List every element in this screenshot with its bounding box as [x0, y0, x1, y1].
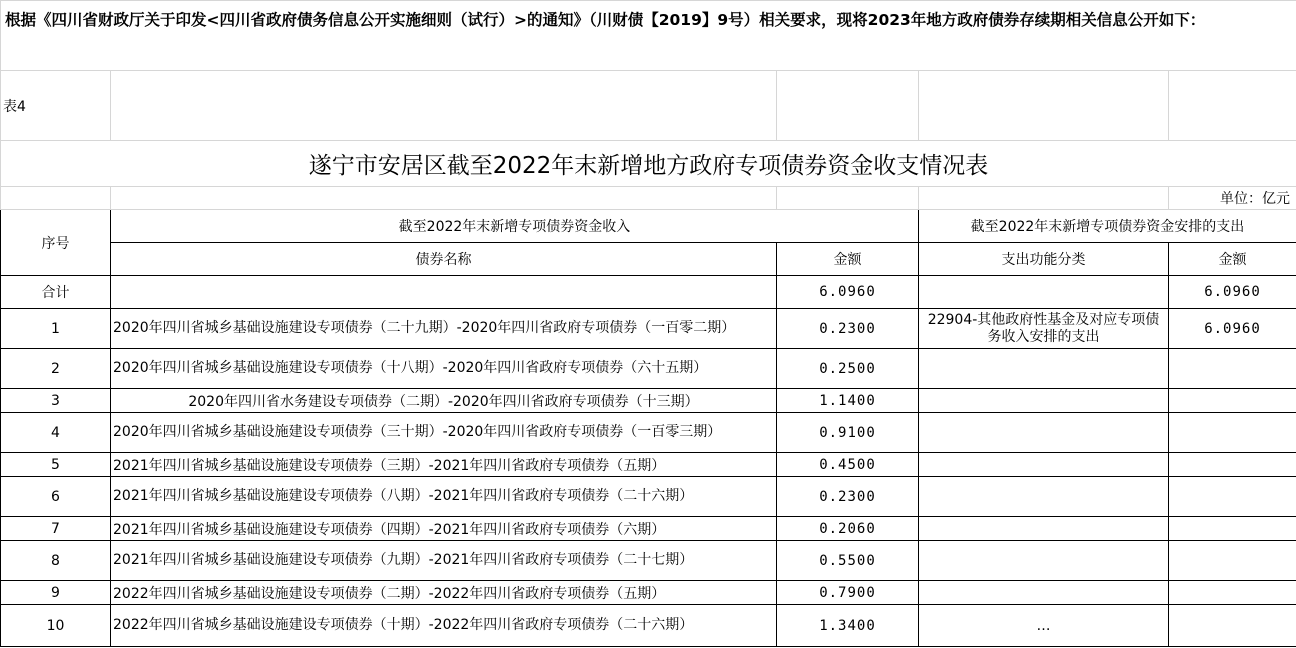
row-expense[interactable]: 6.0960 [1169, 309, 1296, 349]
row-expense[interactable] [1169, 453, 1296, 477]
table-row [1, 541, 1296, 581]
row-function[interactable]: 22904-其他政府性基金及对应专项债务收入安排的支出 [919, 309, 1169, 349]
row-function[interactable]: … [919, 605, 1169, 647]
header-expense-group[interactable]: 截至2022年末新增专项债券资金安排的支出 [919, 210, 1296, 243]
table-title[interactable]: 遂宁市安居区截至2022年末新增地方政府专项债券资金收支情况表 [1, 141, 1296, 187]
intro-row [1, 1, 1296, 71]
total-expense-amount[interactable]: 6.0960 [1169, 276, 1296, 309]
row-function[interactable] [919, 517, 1169, 541]
row-seq[interactable]: 2 [1, 349, 111, 389]
empty-cell[interactable] [777, 71, 919, 141]
table-row [1, 389, 1296, 413]
header-amount[interactable]: 金额 [777, 243, 919, 276]
row-amount[interactable]: 0.9100 [777, 413, 919, 453]
row-amount[interactable]: 0.2300 [777, 477, 919, 517]
empty-cell[interactable] [919, 71, 1169, 141]
table-row [1, 309, 1296, 349]
row-bond-name[interactable]: 2021年四川省城乡基础设施建设专项债券（四期）-2021年四川省政府专项债券（六期） [111, 517, 777, 541]
table-row [1, 477, 1296, 517]
row-expense[interactable] [1169, 349, 1296, 389]
row-bond-name[interactable]: 2020年四川省城乡基础设施建设专项债券（十八期）-2020年四川省政府专项债券（六十五期） [111, 349, 777, 389]
row-bond-name[interactable]: 2021年四川省城乡基础设施建设专项债券（九期）-2021年四川省政府专项债券（二十七期） [111, 541, 777, 581]
empty-cell[interactable] [111, 71, 777, 141]
table-row [1, 453, 1296, 477]
row-function[interactable] [919, 453, 1169, 477]
row-seq[interactable]: 10 [1, 605, 111, 647]
row-function[interactable] [919, 389, 1169, 413]
header-bond-name[interactable]: 债券名称 [111, 243, 777, 276]
header-income-group[interactable]: 截至2022年末新增专项债券资金收入 [111, 210, 919, 243]
total-income-amount[interactable]: 6.0960 [777, 276, 919, 309]
row-bond-name[interactable]: 2021年四川省城乡基础设施建设专项债券（三期）-2021年四川省政府专项债券（五期） [111, 453, 777, 477]
header-row-2 [1, 243, 1296, 276]
total-function-cell[interactable] [919, 276, 1169, 309]
row-bond-name[interactable]: 2021年四川省城乡基础设施建设专项债券（八期）-2021年四川省政府专项债券（二十六期） [111, 477, 777, 517]
row-amount[interactable]: 0.2060 [777, 517, 919, 541]
row-seq[interactable]: 1 [1, 309, 111, 349]
row-seq[interactable]: 9 [1, 581, 111, 605]
row-expense[interactable] [1169, 605, 1296, 647]
row-function[interactable] [919, 541, 1169, 581]
total-label[interactable]: 合计 [1, 276, 111, 309]
table-row [1, 605, 1296, 647]
row-function[interactable] [919, 477, 1169, 517]
empty-cell[interactable] [777, 187, 919, 210]
row-amount[interactable]: 0.5500 [777, 541, 919, 581]
row-seq[interactable]: 4 [1, 413, 111, 453]
empty-cell[interactable] [1169, 71, 1296, 141]
row-amount[interactable]: 1.3400 [777, 605, 919, 647]
row-amount[interactable]: 0.2300 [777, 309, 919, 349]
row-seq[interactable]: 8 [1, 541, 111, 581]
row-expense[interactable] [1169, 541, 1296, 581]
row-bond-name[interactable]: 2020年四川省城乡基础设施建设专项债券（三十期）-2020年四川省政府专项债券（一百零三期） [111, 413, 777, 453]
row-seq[interactable]: 7 [1, 517, 111, 541]
row-amount[interactable]: 0.2500 [777, 349, 919, 389]
row-expense[interactable] [1169, 413, 1296, 453]
row-seq[interactable]: 3 [1, 389, 111, 413]
row-expense[interactable] [1169, 581, 1296, 605]
table-row [1, 349, 1296, 389]
total-row [1, 276, 1296, 309]
row-function[interactable] [919, 413, 1169, 453]
header-row-1 [1, 210, 1296, 243]
row-seq[interactable]: 5 [1, 453, 111, 477]
unit-label[interactable]: 单位：亿元 [1169, 187, 1296, 210]
table-label-row [1, 71, 1296, 141]
table-row [1, 413, 1296, 453]
row-amount[interactable]: 0.7900 [777, 581, 919, 605]
row-amount[interactable]: 0.4500 [777, 453, 919, 477]
header-seq[interactable]: 序号 [1, 210, 111, 276]
header-expense-amount[interactable]: 金额 [1169, 243, 1296, 276]
row-bond-name[interactable]: 2022年四川省城乡基础设施建设专项债券（二期）-2022年四川省政府专项债券（五期） [111, 581, 777, 605]
row-function[interactable] [919, 349, 1169, 389]
empty-cell[interactable] [111, 187, 777, 210]
row-function[interactable] [919, 581, 1169, 605]
empty-cell[interactable] [1, 187, 111, 210]
row-amount[interactable]: 1.1400 [777, 389, 919, 413]
row-bond-name[interactable]: 2022年四川省城乡基础设施建设专项债券（十期）-2022年四川省政府专项债券（二十六期） [111, 605, 777, 647]
header-function-class[interactable]: 支出功能分类 [919, 243, 1169, 276]
total-name-cell[interactable] [111, 276, 777, 309]
unit-row [1, 187, 1296, 210]
intro-text[interactable]: 根据《四川省财政厅关于印发<四川省政府债务信息公开实施细则（试行）>的通知》（川财债【2019】9号）相关要求，现将2023年地方政府债券存续期相关信息公开如下： [1, 1, 1296, 71]
table-row [1, 581, 1296, 605]
empty-cell[interactable] [919, 187, 1169, 210]
row-expense[interactable] [1169, 389, 1296, 413]
table-label[interactable]: 表4 [1, 71, 111, 141]
row-expense[interactable] [1169, 477, 1296, 517]
row-expense[interactable] [1169, 517, 1296, 541]
row-seq[interactable]: 6 [1, 477, 111, 517]
table-row [1, 517, 1296, 541]
title-row [1, 141, 1296, 187]
row-bond-name[interactable]: 2020年四川省水务建设专项债券（二期）-2020年四川省政府专项债券（十三期） [111, 389, 777, 413]
row-bond-name[interactable]: 2020年四川省城乡基础设施建设专项债券（二十九期）-2020年四川省政府专项债券（一百零二期） [111, 309, 777, 349]
